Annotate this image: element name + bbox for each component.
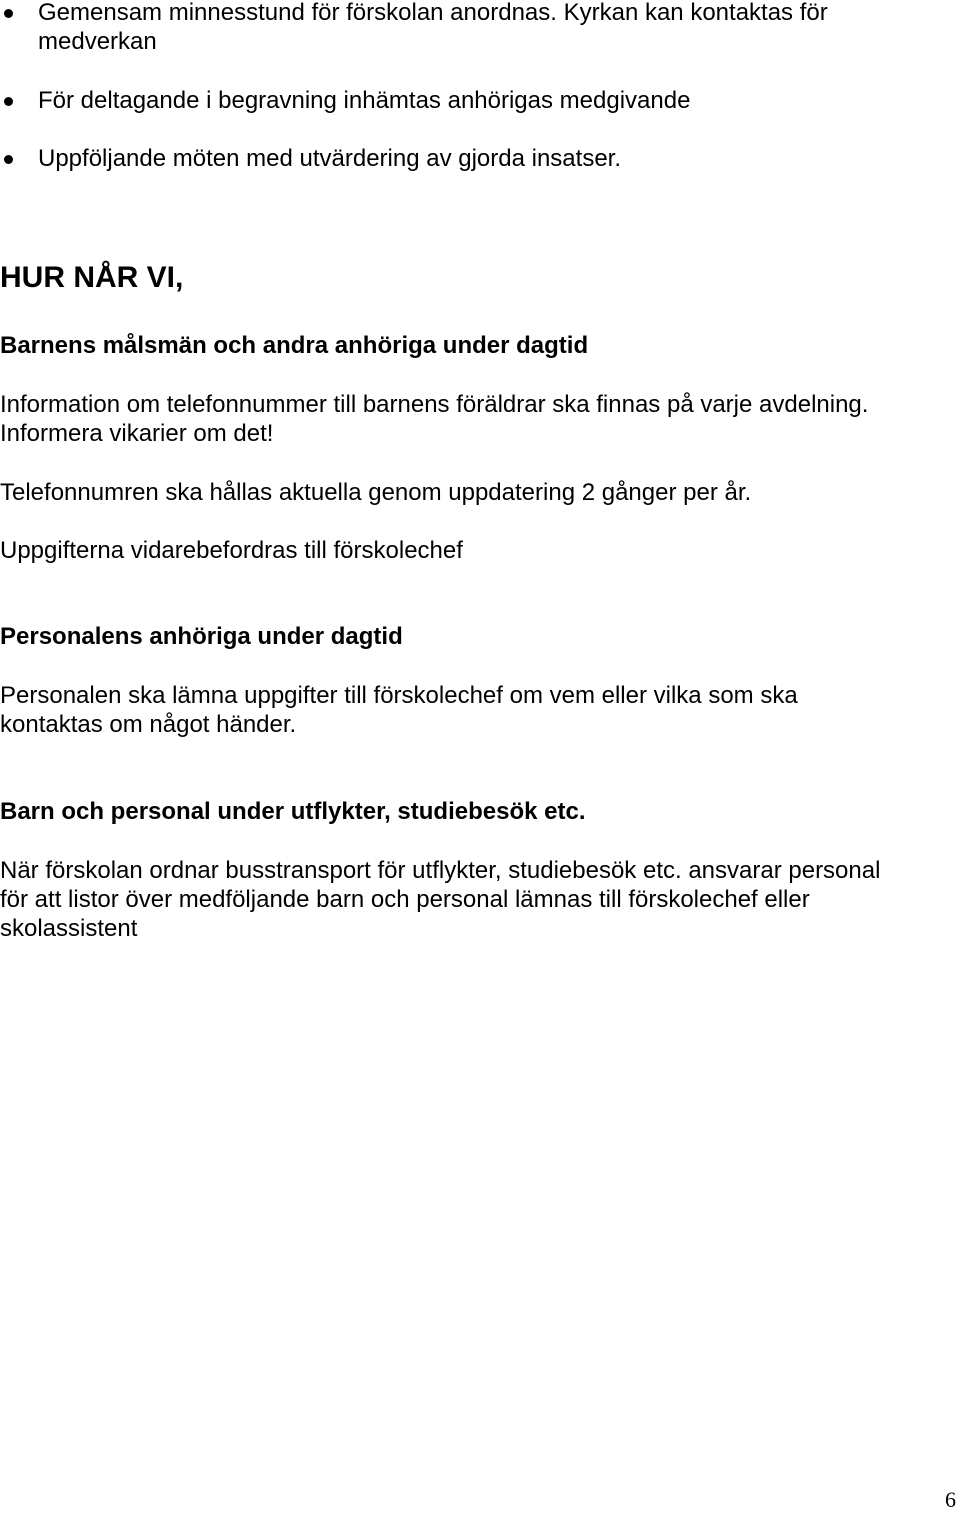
bullet-item-line: Uppföljande möten med utvärdering av gjorda insatser. bbox=[38, 145, 622, 172]
paragraph-line: När förskolan ordnar busstransport för utflykter, studiebesök etc. ansvarar personal bbox=[0, 857, 881, 884]
paragraph-line: Informera vikarier om det! bbox=[0, 420, 274, 447]
bullet-icon bbox=[4, 155, 13, 164]
section-title: Personalens anhöriga under dagtid bbox=[0, 623, 403, 650]
page-number: 6 bbox=[945, 1487, 956, 1512]
paragraph-line: skolassistent bbox=[0, 915, 138, 942]
bullet-icon bbox=[4, 97, 13, 106]
paragraph-line: Personalen ska lämna uppgifter till förskolechef om vem eller vilka som ska bbox=[0, 682, 798, 709]
section-title: Barn och personal under utflykter, studiebesök etc. bbox=[0, 798, 586, 825]
bullet-item-line: medverkan bbox=[38, 28, 157, 55]
bullet-item-line: För deltagande i begravning inhämtas anhörigas medgivande bbox=[38, 87, 691, 114]
paragraph-line: kontaktas om något händer. bbox=[0, 711, 297, 738]
paragraph-line: för att listor över medföljande barn och personal lämnas till förskolechef eller bbox=[0, 886, 810, 913]
paragraph-line: Information om telefonnummer till barnens föräldrar ska finnas på varje avdelning. bbox=[0, 391, 869, 418]
paragraph-line: Telefonnumren ska hållas aktuella genom uppdatering 2 gånger per år. bbox=[0, 479, 752, 506]
paragraph-line: Uppgifterna vidarebefordras till förskolechef bbox=[0, 537, 463, 564]
bullet-item-line: Gemensam minnesstund för förskolan anordnas. Kyrkan kan kontaktas för bbox=[38, 0, 828, 26]
page-heading: HUR NÅR VI, bbox=[0, 261, 184, 294]
section-title: Barnens målsmän och andra anhöriga under dagtid bbox=[0, 332, 589, 359]
bullet-icon bbox=[4, 9, 13, 18]
